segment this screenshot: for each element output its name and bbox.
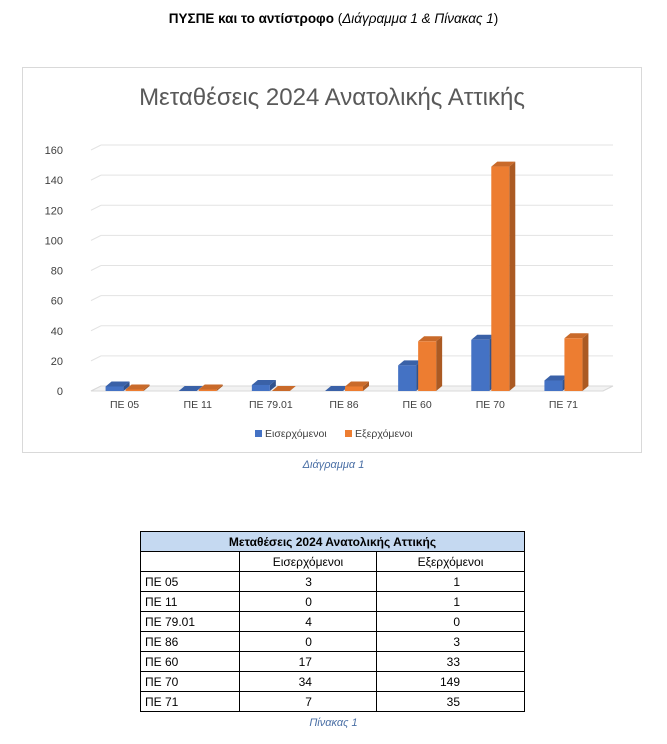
chart-frame: [22, 67, 642, 453]
table-row: [141, 652, 525, 672]
bar-Εισερχόμενοι: [471, 340, 489, 391]
bar-Εξερχόμενοι: [199, 389, 217, 391]
table-cell-incoming: 7: [240, 692, 377, 712]
page-heading: [0, 11, 667, 26]
bar-side-Εξερχόμενοι: [436, 336, 442, 391]
table-cell-incoming: 34: [240, 672, 377, 692]
heading-open-paren: (: [333, 11, 343, 26]
x-tick-label: ΠΕ 79.01: [248, 399, 293, 411]
bar-Εισερχόμενοι: [544, 380, 562, 391]
gridline-side: [91, 205, 101, 210]
y-tick-label: 40: [50, 325, 63, 338]
gridline-side: [91, 145, 101, 150]
table-cell-incoming: 0: [240, 592, 377, 612]
x-tick-label: ΠΕ 05: [109, 399, 140, 411]
x-tick-label: ΠΕ 60: [402, 399, 432, 411]
legend-label: Εξερχόμενοι: [355, 428, 413, 440]
table-cell-label: ΠΕ 86: [141, 632, 240, 652]
gridline-side: [91, 356, 101, 361]
table-header-outgoing: Εξερχόμενοι: [376, 552, 524, 572]
chart-title: Μεταθέσεις 2024 Ανατολικής Αττικής: [139, 84, 525, 111]
bar-Εξερχόμενοι: [126, 389, 144, 391]
legend-swatch: [345, 430, 352, 437]
legend-label: Εισερχόμενοι: [265, 428, 327, 440]
table-cell-label: ΠΕ 70: [141, 672, 240, 692]
table-row: [141, 612, 525, 632]
bar-Εξερχόμενοι: [345, 386, 363, 391]
table-row: [141, 572, 525, 592]
y-tick-label: 120: [44, 205, 63, 218]
table-cell-outgoing: 149: [376, 672, 524, 692]
gridline-side: [91, 266, 101, 271]
bar-Εξερχόμενοι: [564, 338, 582, 391]
table-cell-label: ΠΕ 79.01: [141, 612, 240, 632]
gridline-side: [91, 235, 101, 240]
table-cell-outgoing: 3: [376, 632, 524, 652]
gridline-side: [91, 175, 101, 180]
heading-close-paren: ): [493, 11, 499, 26]
table-cell-label: ΠΕ 71: [141, 692, 240, 712]
bar-side-Εξερχόμενοι: [582, 333, 588, 391]
x-tick-label: ΠΕ 86: [329, 399, 359, 411]
table-cell-outgoing: 35: [376, 692, 524, 712]
table-cell-incoming: 17: [240, 652, 377, 672]
table-cell-outgoing: 1: [376, 572, 524, 592]
bar-Εισερχόμενοι: [252, 385, 270, 391]
legend-swatch: [255, 430, 262, 437]
table-header-empty: [141, 552, 240, 572]
bar-Εισερχόμενοι: [106, 386, 124, 391]
bar-side-Εξερχόμενοι: [509, 162, 515, 391]
y-tick-label: 80: [50, 265, 63, 278]
table-caption: Πίνακας 1: [309, 717, 358, 729]
bar-Εξερχόμενοι: [491, 167, 509, 391]
data-table: [140, 531, 525, 712]
y-tick-label: 60: [50, 295, 63, 308]
y-tick-label: 140: [44, 175, 63, 188]
table-cell-incoming: 4: [240, 612, 377, 632]
y-tick-label: 0: [56, 386, 63, 398]
heading-italic-text: Διάγραμμα 1 & Πίνακας 1: [342, 11, 494, 26]
table-header-incoming: Εισερχόμενοι: [240, 552, 377, 572]
y-tick-label: 160: [44, 145, 63, 157]
table-cell-outgoing: 0: [376, 612, 524, 632]
table-cell-outgoing: 1: [376, 592, 524, 612]
table-row: [141, 672, 525, 692]
table-row: [141, 592, 525, 612]
table-cell-incoming: 0: [240, 632, 377, 652]
bar-chart: [23, 68, 641, 452]
table-cell-label: ΠΕ 60: [141, 652, 240, 672]
table-cell-outgoing: 33: [376, 652, 524, 672]
table-row: [141, 692, 525, 712]
table-cell-label: ΠΕ 11: [141, 592, 240, 612]
x-tick-label: ΠΕ 70: [475, 399, 505, 411]
gridline-side: [91, 326, 101, 331]
gridline-side: [91, 296, 101, 301]
x-tick-label: ΠΕ 11: [183, 399, 212, 411]
table-cell-label: ΠΕ 05: [141, 572, 240, 592]
bar-Εισερχόμενοι: [398, 365, 416, 391]
heading-bold-text: ΠΥΣΠΕ και το αντίστροφο: [168, 11, 334, 26]
y-tick-label: 100: [44, 235, 63, 248]
bar-Εξερχόμενοι: [418, 341, 436, 391]
y-tick-label: 20: [50, 355, 63, 368]
table-row: [141, 632, 525, 652]
table-cell-incoming: 3: [240, 572, 377, 592]
x-tick-label: ΠΕ 71: [548, 399, 579, 411]
chart-caption: Διάγραμμα 1: [302, 459, 365, 471]
table-title: Μεταθέσεις 2024 Ανατολικής Αττικής: [141, 532, 525, 552]
